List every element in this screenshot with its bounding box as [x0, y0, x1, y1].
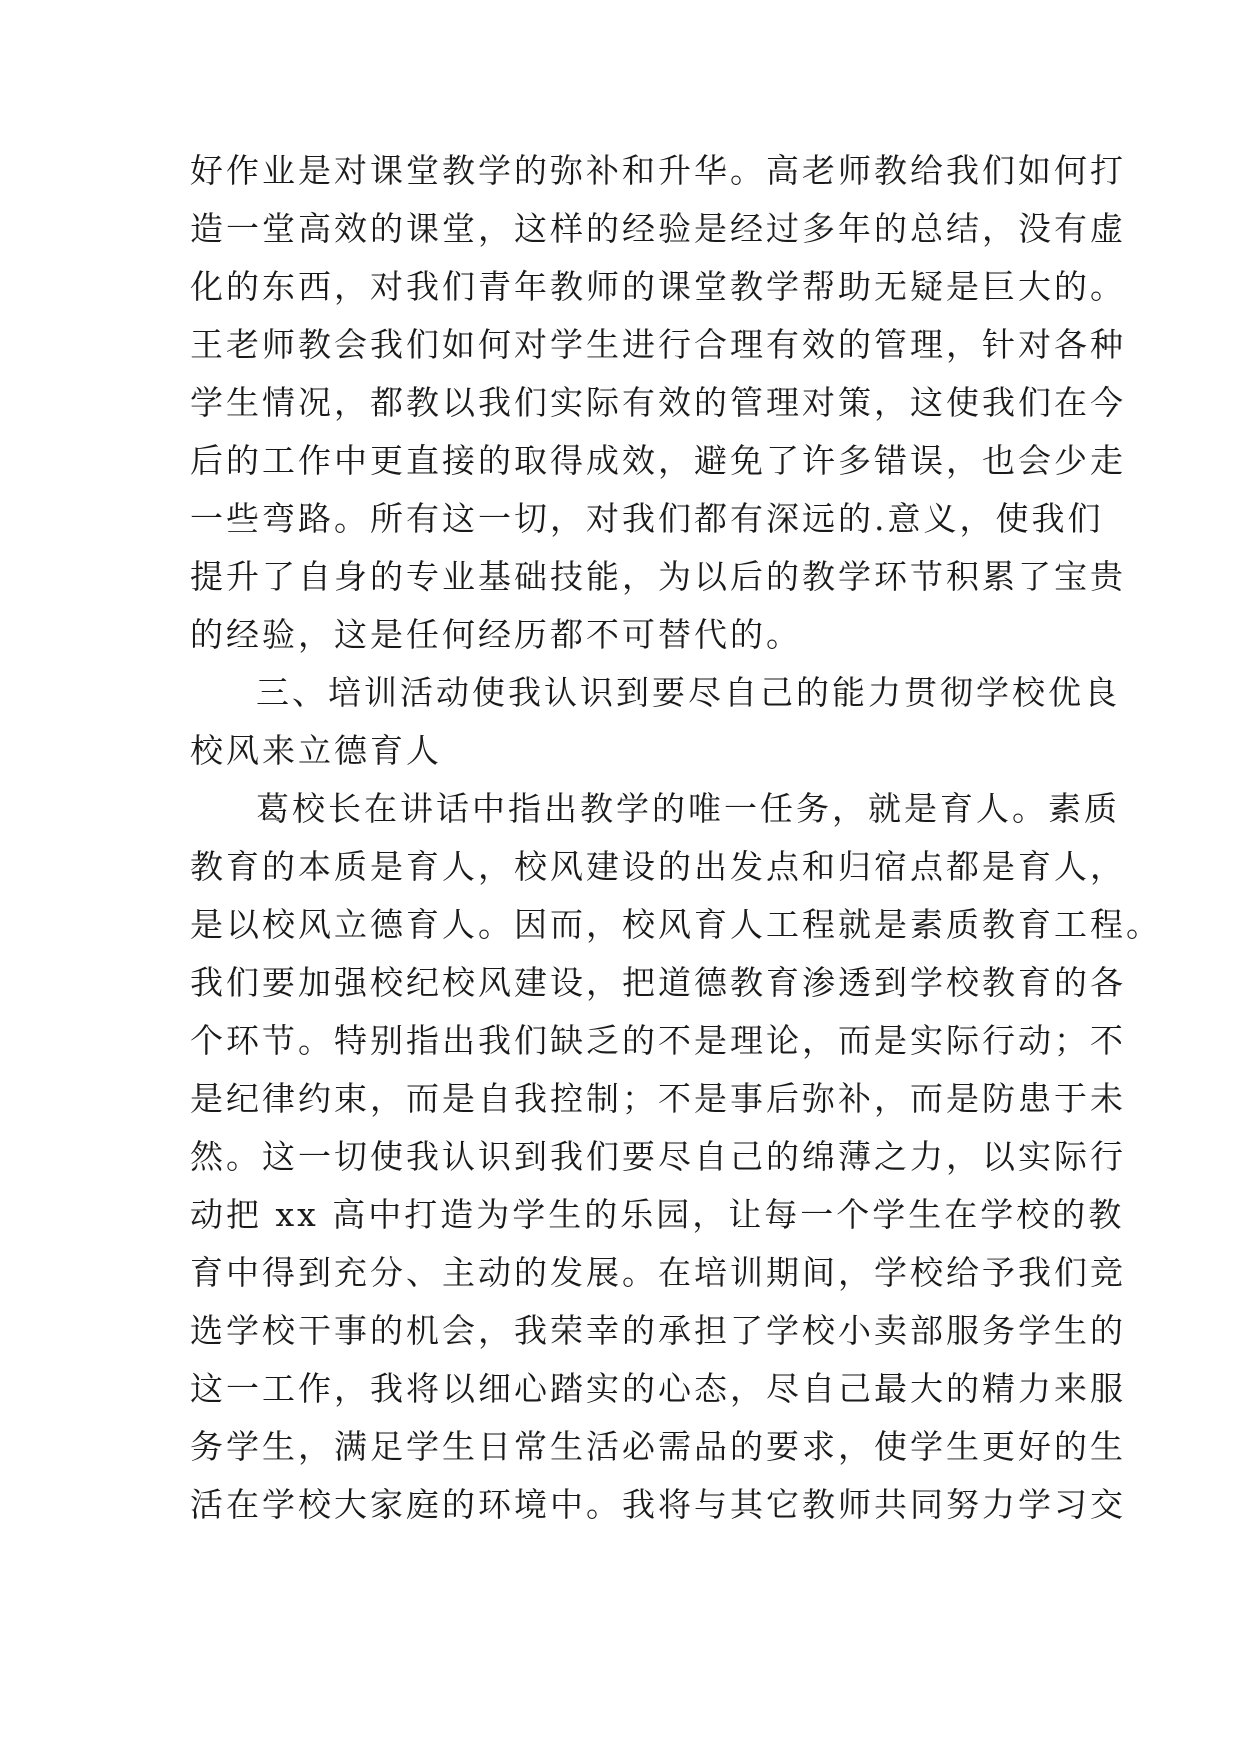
text-line: 个环节。特别指出我们缺乏的不是理论，而是实际行动；不	[190, 1021, 1126, 1060]
text-line: 的经验，这是任何经历都不可替代的。	[190, 615, 802, 654]
text-line: 选学校干事的机会，我荣幸的承担了学校小卖部服务学生的	[190, 1311, 1126, 1350]
text-line: 化的东西，对我们青年教师的课堂教学帮助无疑是巨大的。	[190, 267, 1126, 306]
text-line: 后的工作中更直接的取得成效，避免了许多错误，也会少走	[190, 441, 1126, 480]
paragraph-start: 葛校长在讲话中指出教学的唯一任务，就是育人。素质	[256, 789, 1120, 828]
text-line: 我们要加强校纪校风建设，把道德教育渗透到学校教育的各	[190, 963, 1126, 1002]
text-line: 务学生，满足学生日常生活必需品的要求，使学生更好的生	[190, 1427, 1126, 1466]
text-line: 王老师教会我们如何对学生进行合理有效的管理，针对各种	[190, 325, 1126, 364]
text-line: 这一工作，我将以细心踏实的心态，尽自己最大的精力来服	[190, 1369, 1126, 1408]
text-line: 动把 xx 高中打造为学生的乐园，让每一个学生在学校的教	[190, 1195, 1125, 1234]
text-line: 活在学校大家庭的环境中。我将与其它教师共同努力学习交	[190, 1485, 1126, 1524]
text-line: 是以校风立德育人。因而，校风育人工程就是素质教育工程。	[190, 905, 1162, 944]
text-line: 提升了自身的专业基础技能，为以后的教学环节积累了宝贵	[190, 557, 1126, 596]
section-heading: 三、培训活动使我认识到要尽自己的能力贯彻学校优良	[256, 673, 1120, 712]
text-line: 教育的本质是育人，校风建设的出发点和归宿点都是育人，	[190, 847, 1126, 886]
body-text	[190, 142, 1162, 1534]
text-line: 育中得到充分、主动的发展。在培训期间，学校给予我们竞	[190, 1253, 1126, 1292]
section-heading-continued: 校风来立德育人	[190, 731, 442, 770]
text-line: 学生情况，都教以我们实际有效的管理对策，这使我们在今	[190, 383, 1126, 422]
text-line: 是纪律约束，而是自我控制；不是事后弥补，而是防患于未	[190, 1079, 1126, 1118]
text-line: 好作业是对课堂教学的弥补和升华。高老师教给我们如何打	[190, 151, 1126, 190]
text-line: 造一堂高效的课堂，这样的经验是经过多年的总结，没有虚	[190, 209, 1126, 248]
text-line: 一些弯路。所有这一切，对我们都有深远的.意义，使我们	[190, 499, 1104, 538]
text-line: 然。这一切使我认识到我们要尽自己的绵薄之力，以实际行	[190, 1137, 1126, 1176]
